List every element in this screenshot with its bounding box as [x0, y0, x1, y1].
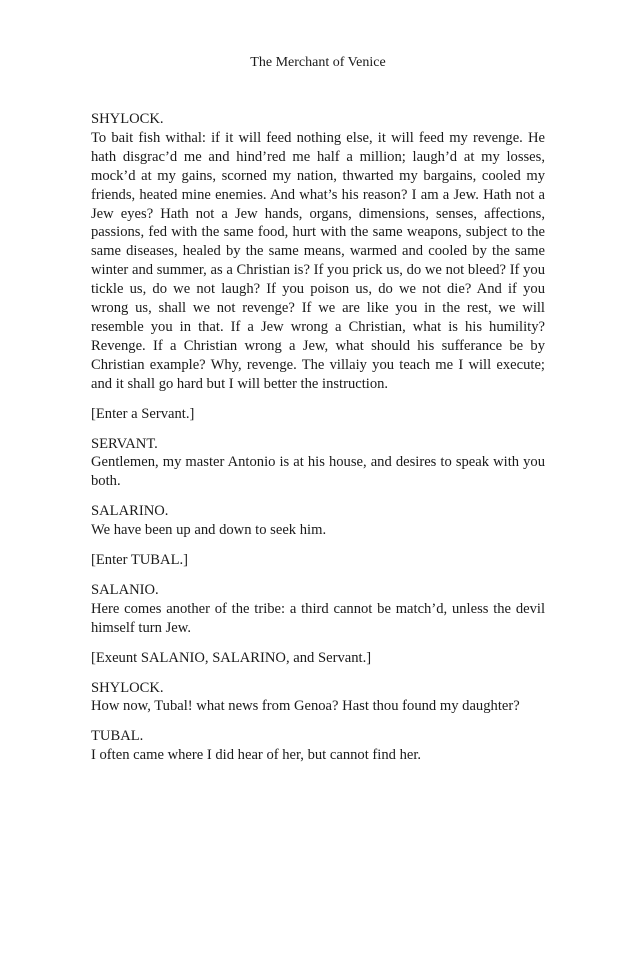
speech-text: How now, Tubal! what news from Genoa? Hast thou found my daughter? [91, 698, 520, 715]
play-text [91, 110, 545, 776]
speech-block [91, 679, 545, 717]
speech-text: Here comes another of the tribe: a third cannot be match’d, unless the devil himself turn Jew. [91, 600, 545, 636]
stage-direction-block [91, 649, 545, 668]
speech-text: To bait fish withal: if it will feed nothing else, it will feed my revenge. He hath disgrac’d me and hind’red me half a million; laugh’d at my losses, mock’d at my gains, scorned my nation, thwarted my bargains, cooled my friends, heated mine enemies. And what’s his reason? I am a Jew. Hath not a Jew eyes? Hath not a Jew hands, organs, dimensions, senses, affections, passions, fed with the same food, hurt with the same weapons, subject to the same diseases, healed by the same means, warmed and cooled by the same winter and summer, as a Christian is? If you prick us, do we not bleed? If you tickle us, do we not laugh? If you poison us, do we not die? And if you wrong us, shall we not revenge? If we are like you in the rest, we will resemble you in that. If a Jew wrong a Christian, what is his humility? Revenge. If a Christian wrong a Jew, what should his sufferance be by Christian example? Why, revenge. The villaiy you teach me I will execute; and it shall go hard but I will better the instruction. [91, 129, 545, 392]
speech-text: We have been up and down to seek him. [91, 522, 327, 539]
speech-block [91, 581, 545, 638]
stage-direction-block [91, 405, 545, 424]
speaker-name: SHYLOCK. [91, 111, 164, 127]
speech-text: Gentlemen, my master Antonio is at his house, and desires to speak with you both. [91, 454, 545, 490]
stage-direction: [Exeunt SALANIO, SALARINO, and Servant.] [91, 649, 372, 666]
speech-block [91, 502, 545, 540]
speech-block [91, 110, 545, 394]
speaker-name: SERVANT. [91, 435, 158, 452]
stage-direction: [Enter TUBAL.] [91, 552, 188, 569]
stage-direction: [Enter a Servant.] [91, 405, 195, 422]
speaker-name: TUBAL. [91, 728, 144, 745]
speech-block [91, 435, 545, 492]
speaker-name: SALANIO. [91, 581, 159, 598]
speech-block [91, 727, 545, 765]
speaker-name: SALARINO. [91, 503, 169, 520]
stage-direction-block [91, 551, 545, 570]
speech-text: I often came where I did hear of her, but cannot find her. [91, 747, 422, 764]
speaker-name: SHYLOCK. [91, 679, 164, 696]
page-header-title: The Merchant of Venice [250, 55, 386, 70]
